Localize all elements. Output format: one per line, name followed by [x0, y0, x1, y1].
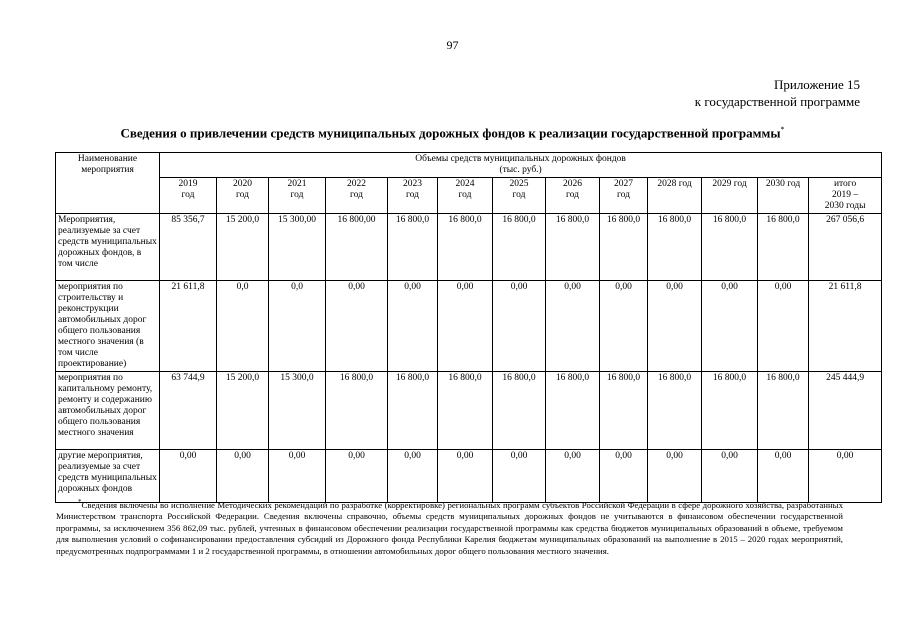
value-cell: 0,00 [438, 450, 493, 503]
header-row-1 [56, 153, 882, 178]
year-header-cell [546, 178, 600, 214]
year-header-cell [600, 178, 648, 214]
year-header-cell [758, 178, 809, 214]
year-header-line: 2030 годы [824, 201, 866, 211]
value-cell: 16 800,0 [758, 372, 809, 450]
year-header-line: итого [833, 179, 857, 189]
value-cell: 0,0 [217, 281, 269, 372]
value-cell: 0,00 [438, 281, 493, 372]
document-title-text: Сведения о привлечении средств муниципальных дорожных фондов к реализации государственной программы [120, 125, 781, 141]
table-row [56, 372, 882, 450]
value-cell: 85 356,7 [160, 214, 217, 281]
footnote-mark: * [78, 498, 82, 506]
value-cell: 0,00 [160, 450, 217, 503]
value-cell: 16 800,0 [648, 214, 702, 281]
year-header-line: год [350, 190, 363, 200]
year-header-cell [493, 178, 546, 214]
year-header-cell [217, 178, 269, 214]
year-header-line: 2023 [403, 179, 422, 189]
value-cell: 16 800,0 [758, 214, 809, 281]
value-cell: 0,00 [600, 450, 648, 503]
name-column-header: Наименование мероприятия [56, 153, 160, 214]
year-header-cell [438, 178, 493, 214]
year-header-line [704, 190, 755, 201]
value-cell: 15 300,0 [269, 372, 326, 450]
year-header-line [760, 190, 806, 201]
year-header-line: год [236, 190, 249, 200]
year-header-line: 2019 [178, 179, 198, 189]
value-cell: 245 444,9 [809, 372, 882, 450]
value-cell: 16 800,0 [702, 214, 758, 281]
year-header-cell [269, 178, 326, 214]
year-header-line: год [617, 190, 630, 200]
year-header-line: 2021 [287, 179, 307, 189]
appendix-label [695, 76, 860, 110]
table-row [56, 450, 882, 503]
value-cell: 16 800,0 [326, 372, 388, 450]
year-header-cell [326, 178, 388, 214]
value-cell: 0,00 [600, 281, 648, 372]
value-cell: 16 800,0 [702, 372, 758, 450]
year-header-line: 2028 год [657, 179, 692, 189]
row-name-cell: мероприятия по капитальному ремонту, ремонту и содержанию автомобильных дорог общего пользования местного значения [56, 372, 160, 450]
value-cell: 0,00 [388, 281, 438, 372]
value-cell: 0,00 [493, 281, 546, 372]
table-row [56, 214, 882, 281]
value-cell: 15 200,0 [217, 372, 269, 450]
value-cell: 0,00 [269, 450, 326, 503]
value-cell: 63 744,9 [160, 372, 217, 450]
year-header-line: год [406, 190, 419, 200]
value-cell: 0,00 [493, 450, 546, 503]
year-header-line: год [566, 190, 579, 200]
value-cell: 16 800,0 [648, 372, 702, 450]
value-cell: 0,00 [217, 450, 269, 503]
value-cell: 21 611,8 [160, 281, 217, 372]
row-name-cell: Мероприятия, реализуемые за счет средств муниципальных дорожных фондов, в том числе [56, 214, 160, 281]
year-header-line: 2024 [455, 179, 475, 189]
value-cell: 16 800,0 [546, 372, 600, 450]
value-cell: 16 800,0 [600, 214, 648, 281]
value-cell: 267 056,6 [809, 214, 882, 281]
value-cell: 16 800,0 [600, 372, 648, 450]
year-header-cell [388, 178, 438, 214]
value-cell: 0,00 [758, 450, 809, 503]
value-cell: 0,00 [702, 450, 758, 503]
value-cell: 16 800,0 [546, 214, 600, 281]
value-cell: 16 800,0 [388, 372, 438, 450]
row-name-cell: другие мероприятия, реализуемые за счет средств муниципальных дорожных фондов [56, 450, 160, 503]
value-cell: 21 611,8 [809, 281, 882, 372]
year-header-line: 2025 [509, 179, 529, 189]
year-header-cell [702, 178, 758, 214]
value-cell: 0,00 [758, 281, 809, 372]
year-header-line: 2030 год [765, 179, 801, 189]
value-cell: 0,00 [702, 281, 758, 372]
year-header-row [56, 178, 882, 214]
document-title [0, 125, 905, 141]
table-row [56, 281, 882, 372]
value-cell: 16 800,00 [326, 214, 388, 281]
footnote-text: Сведения включены во исполнение Методических рекомендаций по разработке (корректировке) региональных программ субъектов Российской Федерации в сфере дорожного хозяйства, разработанных Министерством транспорта Российской Федерации. Сведения включены справочно, объемы средств муниципальных дорожных фондов не учитываются в финансовом обеспечении государственной программы, за исключением 356 862,09 тыс. рублей, учтенных в финансовом обеспечении реализации государственной программы как средства бюджетов муниципальных образований в объеме, требуемом для выполнения условий о софинансировании предоставления субсидий из Дорожного фонда Республики Карелия бюджетам муниципальных образований на выполнение в 2015 – 2020 годах мероприятий, предусмотренных подпрограммами 1 и 2 государственной программы, в отношении автомобильных дорог общего пользования местного значения. [56, 499, 843, 556]
value-cell: 0,0 [269, 281, 326, 372]
year-header-line: 2020 [233, 179, 252, 189]
footnote [56, 497, 843, 557]
year-header-line: год [512, 190, 526, 200]
value-cell: 16 800,0 [438, 372, 493, 450]
volume-header-line-1: Объемы средств муниципальных дорожных фондов [415, 154, 626, 164]
appendix-line-2: к государственной программе [694, 94, 860, 109]
year-header-line: год [458, 190, 472, 200]
year-header-cell [160, 178, 217, 214]
value-cell: 16 800,0 [493, 214, 546, 281]
value-cell: 15 200,0 [217, 214, 269, 281]
year-header-line: 2029 год [712, 179, 747, 189]
value-cell: 16 800,0 [388, 214, 438, 281]
year-header-line: год [290, 190, 304, 200]
value-cell: 16 800,0 [493, 372, 546, 450]
year-header-line: год [181, 190, 195, 200]
value-cell: 0,00 [546, 281, 600, 372]
year-header-line: 2022 [347, 179, 366, 189]
value-cell: 0,00 [648, 450, 702, 503]
year-header-line [650, 190, 699, 201]
value-cell: 15 300,00 [269, 214, 326, 281]
value-cell: 0,00 [326, 281, 388, 372]
year-header-line: 2026 [563, 179, 582, 189]
year-header-line: 2027 [614, 179, 633, 189]
page-number: 97 [446, 38, 459, 52]
year-header-cell [648, 178, 702, 214]
volume-column-header [160, 153, 882, 178]
value-cell: 0,00 [546, 450, 600, 503]
year-header-cell [809, 178, 882, 214]
year-header-line: 2019 – [832, 190, 859, 200]
value-cell: 0,00 [648, 281, 702, 372]
volume-header-line-2: (тыс. руб.) [499, 165, 542, 175]
row-name-cell: мероприятия по строительству и реконструкции автомобильных дорог общего пользования местного значения (в том числе проектирование) [56, 281, 160, 372]
title-footnote-mark: * [780, 125, 785, 134]
appendix-line-1: Приложение 15 [773, 77, 860, 92]
value-cell: 0,00 [388, 450, 438, 503]
value-cell: 16 800,0 [438, 214, 493, 281]
funds-table [55, 152, 882, 503]
value-cell: 0,00 [326, 450, 388, 503]
value-cell: 0,00 [809, 450, 882, 503]
